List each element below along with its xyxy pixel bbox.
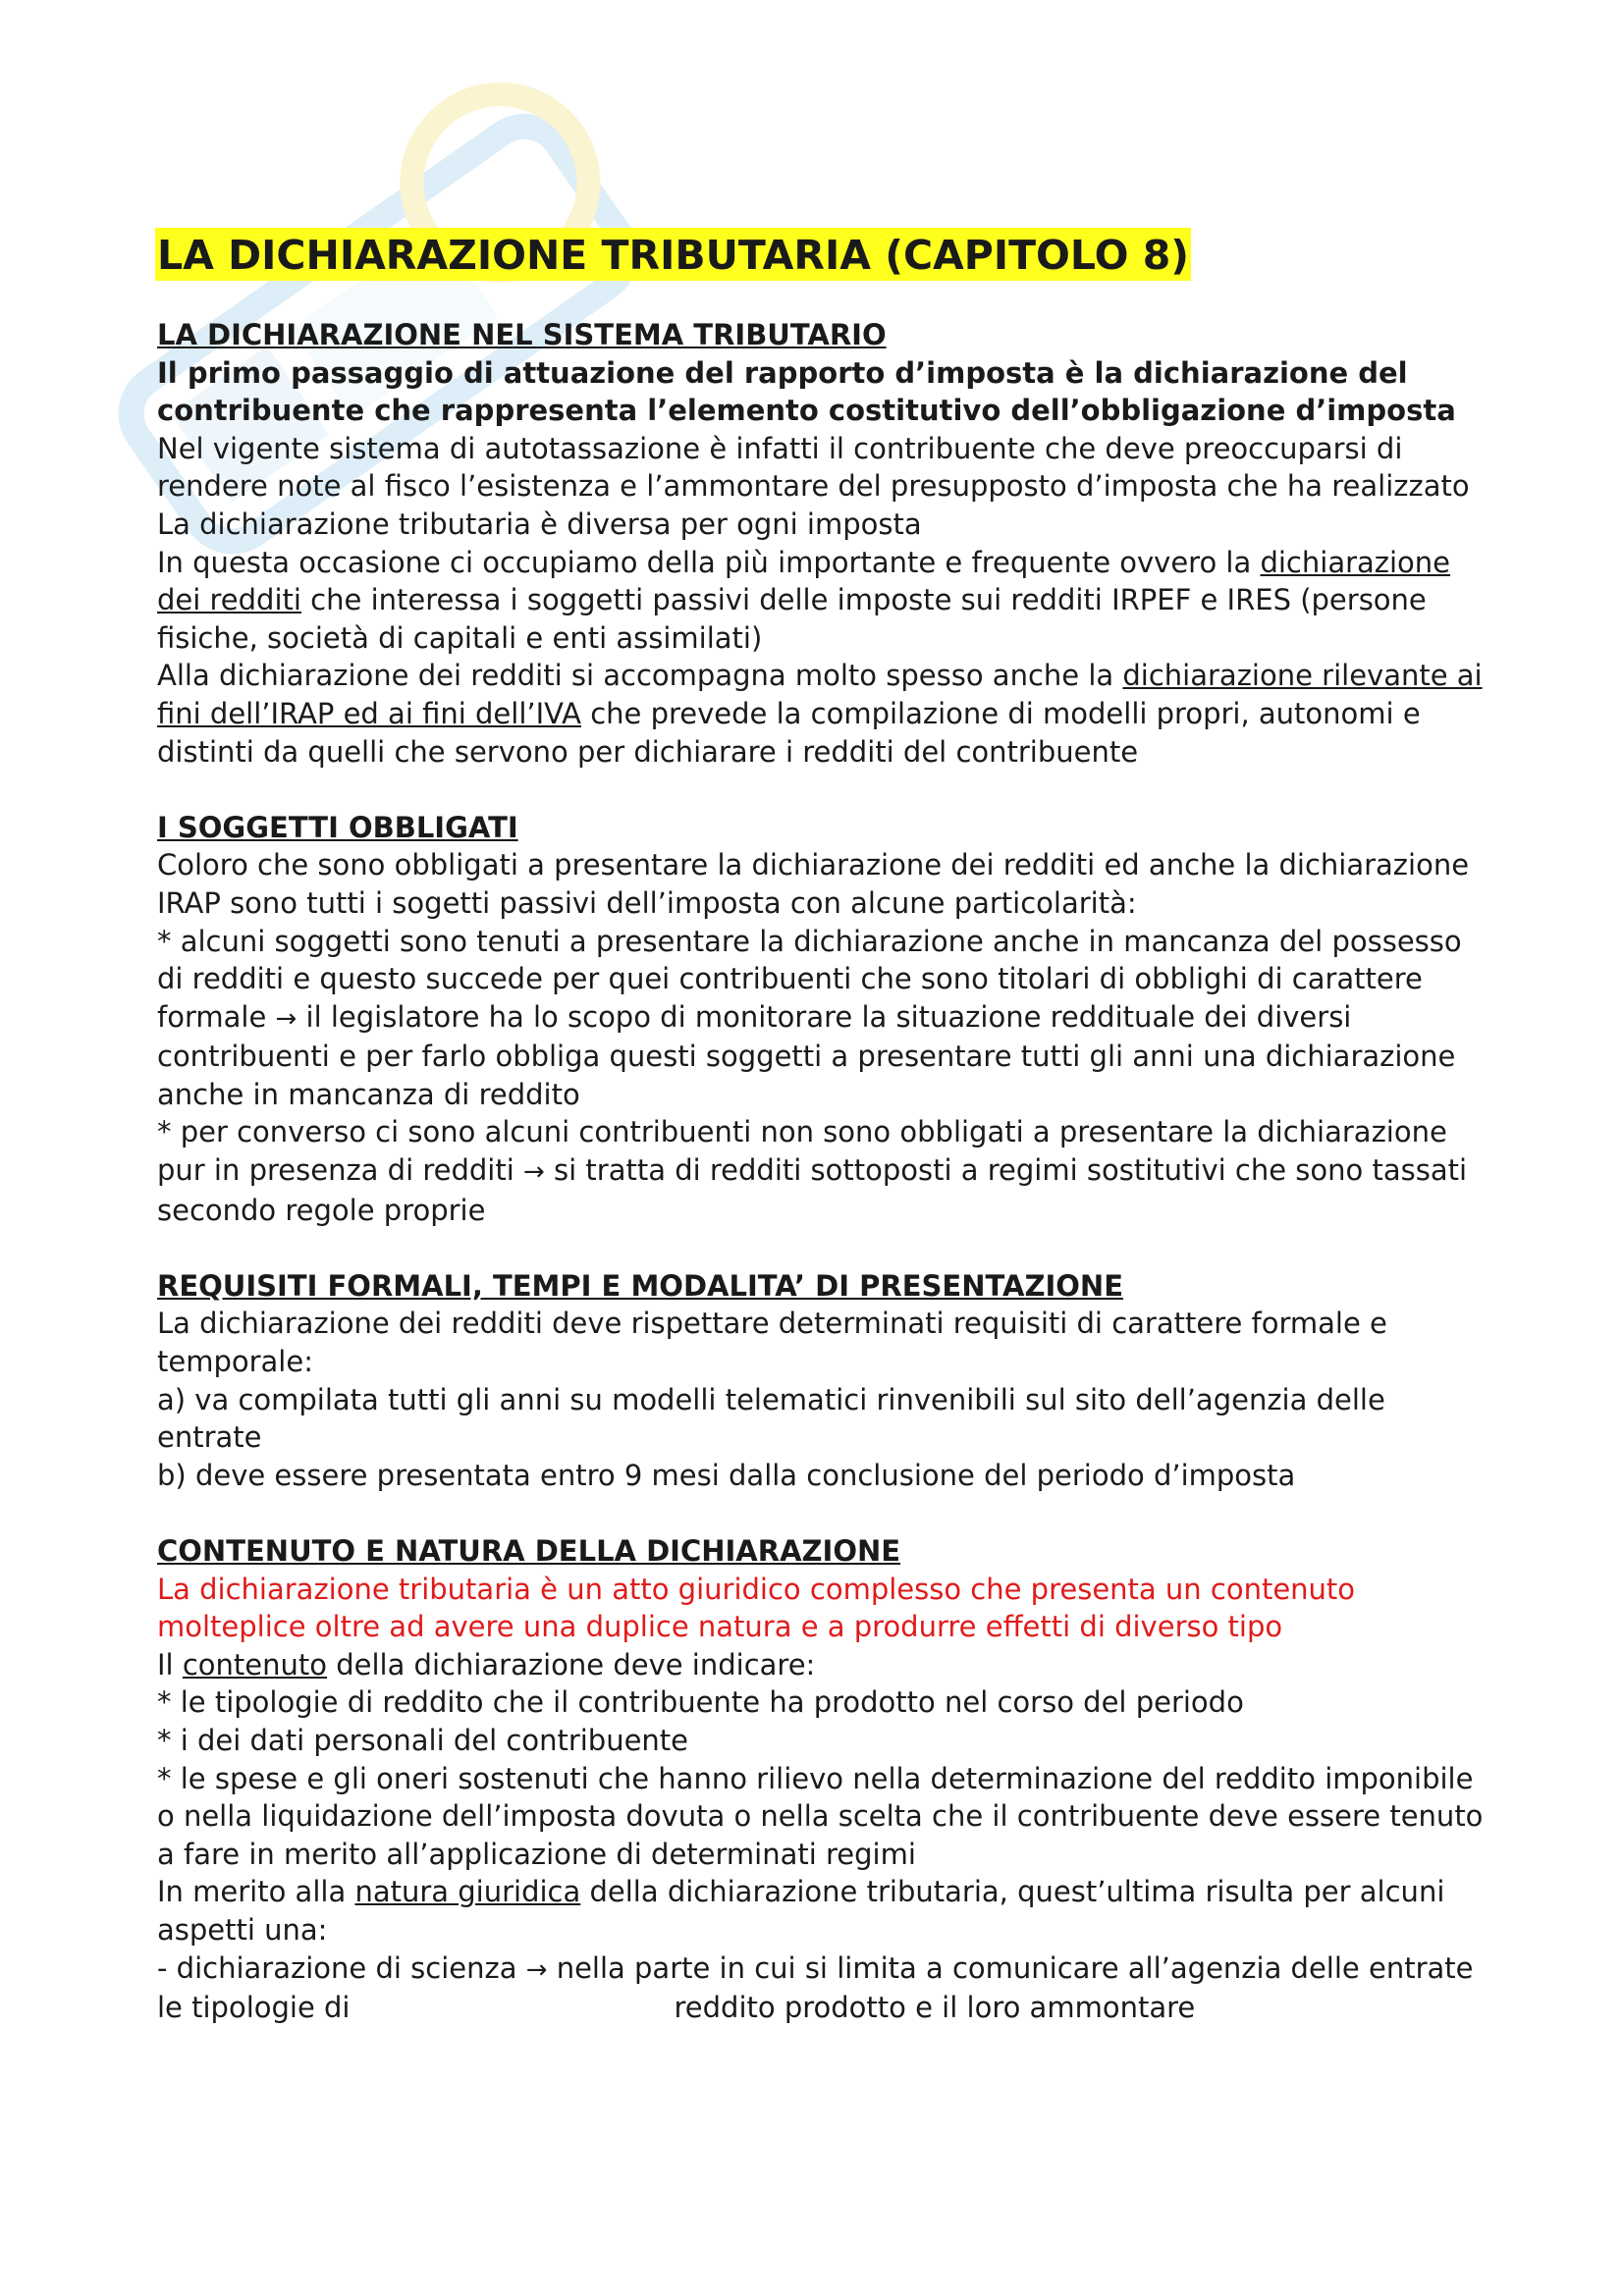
list-item: * per converso ci sono alcuni contribuenti non sono obbligati a presentare la dichiarazione pur in presenza di redditi → si tratta di redditi sottoposti a regimi sostitutivi che sono tassati secondo regole proprie — [157, 1115, 1468, 1227]
section-heading-soggetti: I SOGGETTI OBBLIGATI — [157, 810, 518, 844]
list-item: b) deve essere presentata entro 9 mesi dalla conclusione del periodo d’imposta — [157, 1458, 1296, 1492]
list-item: * le tipologie di reddito che il contribuente ha prodotto nel corso del periodo — [157, 1685, 1244, 1720]
paragraph: In merito alla natura giuridica della dichiarazione tributaria, quest’ultima risulta per alcuni aspetti una: — [157, 1875, 1445, 1947]
list-item: - dichiarazione di scienza → nella parte in cui si limita a comunicare all’agenzia delle entrate le tipologie di reddito prodotto e il loro ammontare — [157, 1950, 1474, 2025]
paragraph: La dichiarazione dei redditi deve rispettare determinati requisiti di carattere formale e temporale: — [157, 1307, 1387, 1379]
bold-paragraph: Il primo passaggio di attuazione del rapporto d’imposta è la dichiarazione del contribuente che rappresenta l’elemento costitutivo dell’obbligazione d’imposta — [157, 355, 1456, 428]
document-page — [157, 228, 1492, 2027]
arrow-icon: → — [523, 1157, 545, 1188]
page-title: LA DICHIARAZIONE TRIBUTARIA (CAPITOLO 8) — [155, 228, 1191, 281]
underlined-term: contenuto — [182, 1647, 327, 1682]
list-item: * i dei dati personali del contribuente — [157, 1723, 689, 1757]
paragraph: Il contenuto della dichiarazione deve indicare: — [157, 1647, 816, 1682]
section-heading-contenuto: CONTENUTO E NATURA DELLA DICHIARAZIONE — [157, 1534, 901, 1568]
paragraph: Alla dichiarazione dei redditi si accompagna molto spesso anche la dichiarazione rilevante ai fini dell’IRAP ed ai fini dell’IVA che prevede la compilazione di modelli propri, autonomi e distinti da quelli che servono per dichiarare i redditi del contribuente — [157, 659, 1483, 769]
list-item: a) va compilata tutti gli anni su modelli telematici rinvenibili sul sito dell’agenzia delle entrate — [157, 1382, 1385, 1455]
underlined-term: dichiarazione dei redditi — [157, 545, 1451, 617]
paragraph: Nel vigente sistema di autotassazione è infatti il contribuente che deve preoccuparsi di rendere note al fisco l’esistenza e l’ammontare del presupposto d’imposta che ha realizzato — [157, 431, 1470, 504]
arrow-icon: → — [275, 1003, 298, 1034]
underlined-term: dichiarazione rilevante ai fini dell’IRAP ed ai fini dell’IVA — [157, 659, 1483, 730]
paragraph: Coloro che sono obbligati a presentare la dichiarazione dei redditi ed anche la dichiarazione IRAP sono tutti i sogetti passivi dell’imposta con alcune particolarità: — [157, 848, 1470, 920]
section-heading-sistema: LA DICHIARAZIONE NEL SISTEMA TRIBUTARIO — [157, 318, 887, 351]
section-heading-requisiti: REQUISITI FORMALI, TEMPI E MODALITA’ DI PRESENTAZIONE — [157, 1268, 1124, 1303]
red-paragraph: La dichiarazione tributaria è un atto giuridico complesso che presenta un contenuto molteplice oltre ad avere una duplice natura e a produrre effetti di diverso tipo — [157, 1572, 1356, 1644]
list-item: * alcuni soggetti sono tenuti a presentare la dichiarazione anche in mancanza del possesso di redditi e questo succede per quei contribuenti che sono titolari di obblighi di carattere formale → il legislatore ha lo scopo di monitorare la situazione reddituale dei diversi contribuenti e per farlo obbliga questi soggetti a presentare tutti gli anni una dichiarazione anche in mancanza di reddito — [157, 924, 1462, 1111]
arrow-icon: → — [525, 1954, 548, 1985]
paragraph: La dichiarazione tributaria è diversa per ogni imposta — [157, 507, 922, 541]
underlined-term: natura giuridica — [354, 1875, 581, 1909]
paragraph: In questa occasione ci occupiamo della più importante e frequente ovvero la dichiarazione dei redditi che interessa i soggetti passivi delle imposte sui redditi IRPEF e IRES (persone fisiche, società di capitali e enti assimilati) — [157, 545, 1451, 655]
list-item: * le spese e gli oneri sostenuti che hanno rilievo nella determinazione del reddito imponibile o nella liquidazione dell’imposta dovuta o nella scelta che il contribuente deve essere tenuto a fare in merito all’applicazione di determinati regimi — [157, 1761, 1484, 1871]
